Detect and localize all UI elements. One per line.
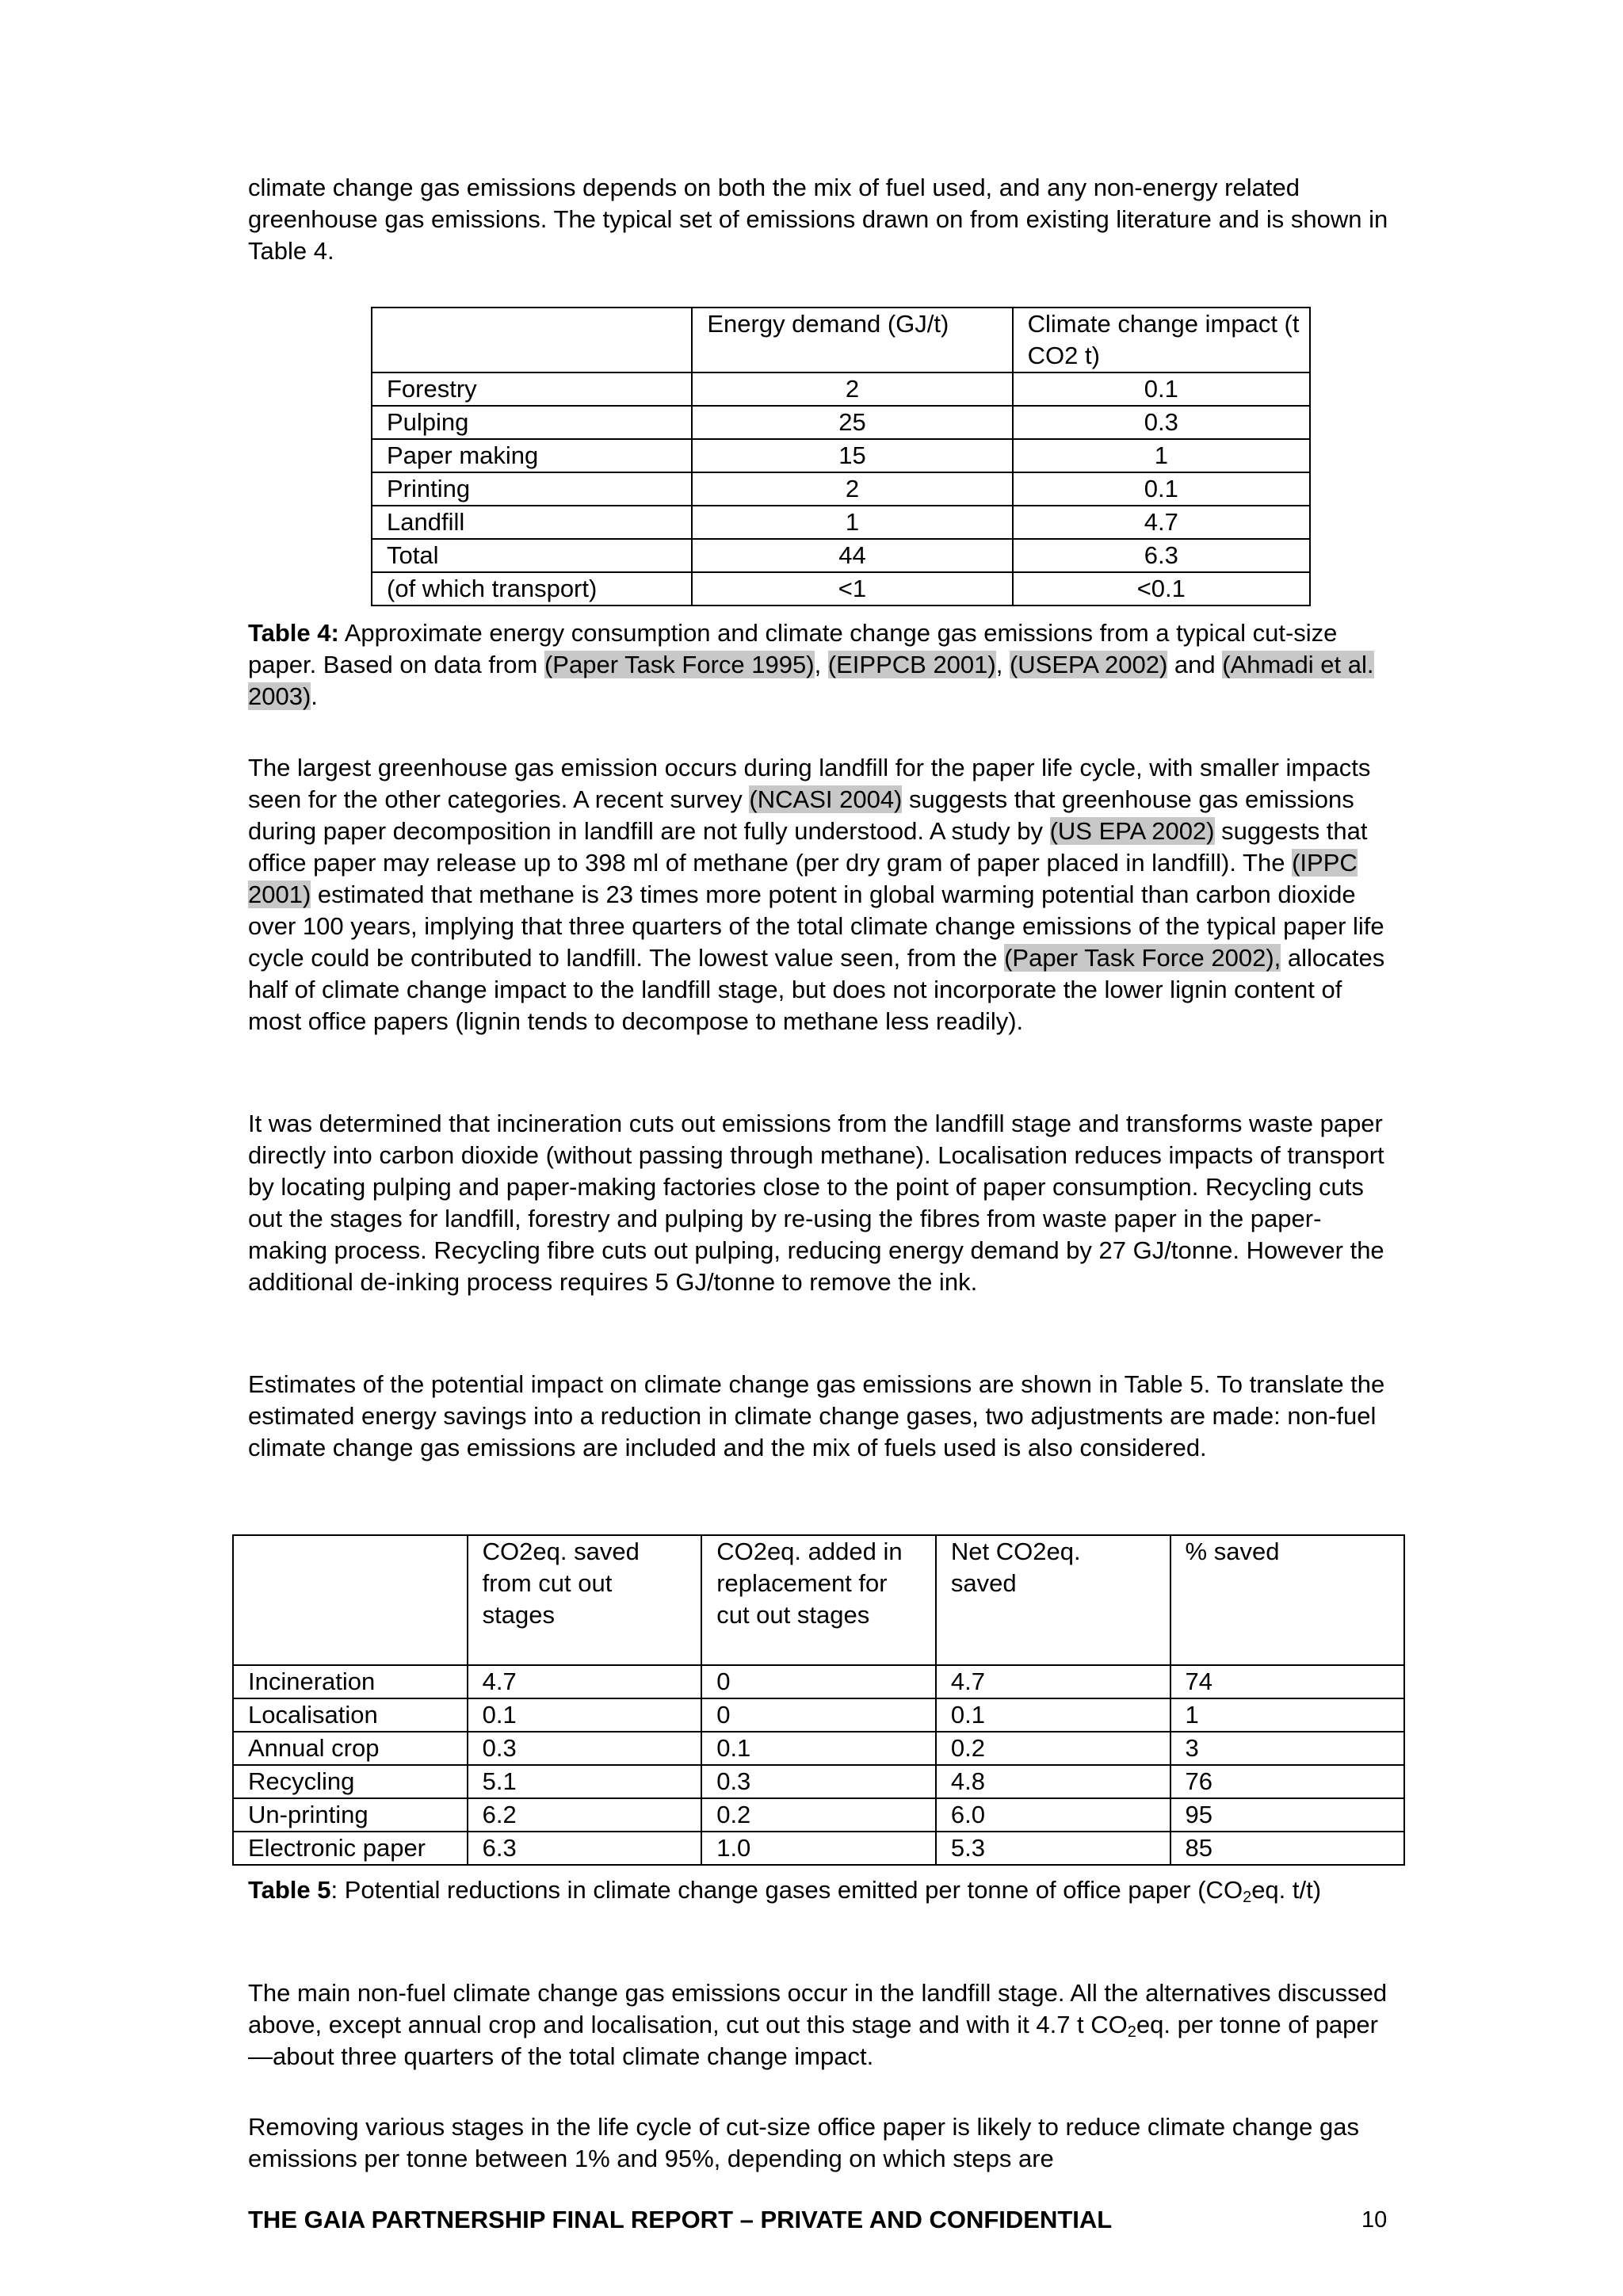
citation: (Paper Task Force 2002), [1004, 944, 1281, 972]
table-row [372, 572, 1310, 606]
paragraph-text: allocates half of climate change impact to the landfill stage, but does not incorporate the lower lignin content of most office papers (lignin tends to decompose to methane less readily). [248, 944, 1385, 1035]
nonfuel-paragraph [248, 1977, 1397, 2073]
table-cell: 0.2 [701, 1798, 936, 1832]
footer-title: THE GAIA PARTNERSHIP FINAL REPORT – PRIVATE AND CONFIDENTIAL [248, 2206, 1113, 2233]
table-cell: 5.3 [936, 1832, 1170, 1865]
table-cell: Electronic paper [233, 1832, 468, 1865]
table-row [372, 539, 1310, 572]
paragraph-text: The main non-fuel climate change gas emissions occur in the landfill stage. All the alternatives discussed above, except annual crop and localisation, cut out this stage and with it 4.7 t CO [248, 1979, 1388, 2038]
table-row [372, 506, 1310, 539]
table-cell: 15 [692, 439, 1012, 472]
table-5-header-cell: CO2eq. added in replacement for cut out stages [701, 1535, 936, 1665]
citation: (Paper Task Force 1995) [544, 651, 815, 678]
table-cell: Un-printing [233, 1798, 468, 1832]
table-cell: 2 [692, 372, 1012, 406]
table-4-header-cell: Climate change impact (t CO2 t) [1013, 308, 1310, 372]
table-4-header-row [372, 308, 1310, 372]
table-4-header-cell: Energy demand (GJ/t) [692, 308, 1012, 372]
table-cell: 0.3 [1013, 406, 1310, 439]
table-row [233, 1798, 1404, 1832]
table-cell: 3 [1170, 1732, 1404, 1765]
caption-text: eq. t/t) [1251, 1876, 1322, 1904]
table-cell: 6.3 [1013, 539, 1310, 572]
table-row [233, 1665, 1404, 1698]
table-5-header-cell [233, 1535, 468, 1665]
table-cell: 6.0 [936, 1798, 1170, 1832]
table-cell: 0.3 [468, 1732, 702, 1765]
table-cell: 95 [1170, 1798, 1404, 1832]
table-5 [232, 1534, 1405, 1866]
table-cell: Printing [372, 472, 692, 506]
subscript: 2 [1127, 2023, 1136, 2041]
table-4-caption [248, 617, 1397, 712]
table-5-header-cell: Net CO2eq. saved [936, 1535, 1170, 1665]
table-5-caption-label: Table 5 [248, 1876, 331, 1904]
page-number: 10 [1361, 2207, 1388, 2233]
table-cell: 0.1 [701, 1732, 936, 1765]
table-4-header-cell [372, 308, 692, 372]
table-row [372, 406, 1310, 439]
table-cell: 0.1 [1013, 472, 1310, 506]
table-4-caption-label: Table 4: [248, 619, 339, 647]
caption-text: . [311, 682, 318, 710]
caption-text: , [814, 651, 828, 678]
table-cell: 0 [701, 1665, 936, 1698]
paragraph-text: The largest greenhouse gas emission occurs during landfill for the paper life cycle, with smaller impacts seen for the other categories. A recent survey [248, 754, 1371, 813]
table-cell: 44 [692, 539, 1012, 572]
table-cell: Localisation [233, 1698, 468, 1732]
table-cell: 85 [1170, 1832, 1404, 1865]
table-cell: Annual crop [233, 1732, 468, 1765]
caption-text: , [995, 651, 1010, 678]
paragraph-text: suggests that greenhouse gas emissions during paper decomposition in landfill are not fully understood. A study by [248, 785, 1354, 845]
caption-text: Approximate energy consumption and climate change gas emissions from a typical cut-size paper. Based on data from [248, 619, 1338, 678]
table-cell: 1 [692, 506, 1012, 539]
table-4 [371, 307, 1311, 606]
table-cell: Forestry [372, 372, 692, 406]
table-row [233, 1765, 1404, 1798]
intro-paragraph: climate change gas emissions depends on both the mix of fuel used, and any non-energy related greenhouse gas emissions. The typical set of emissions drawn on from existing literature and is shown in Table 4. [248, 174, 1388, 265]
citation: (NCASI 2004) [749, 785, 903, 813]
table-cell: Total [372, 539, 692, 572]
table-5-caption [248, 1874, 1397, 1906]
table-cell: 1 [1013, 439, 1310, 472]
table-cell: Incineration [233, 1665, 468, 1698]
incineration-paragraph: It was determined that incineration cuts out emissions from the landfill stage and transforms waste paper directly into carbon dioxide (without passing through methane). Localisation reduces impacts of transport by locating pulping and paper-making factories close to the point of paper consumption. Recycling cuts out the stages for landfill, forestry and pulping by re-using the fibres from waste paper in the paper-making process. Recycling fibre cuts out pulping, reducing energy demand by 27 GJ/tonne. However the additional de-inking process requires 5 GJ/tonne to remove the ink. [248, 1110, 1384, 1296]
table-cell: 4.7 [936, 1665, 1170, 1698]
table-cell: 6.3 [468, 1832, 702, 1865]
table-cell: 25 [692, 406, 1012, 439]
table-row [233, 1698, 1404, 1732]
table-cell: 4.7 [468, 1665, 702, 1698]
table-cell: 1 [1170, 1698, 1404, 1732]
table-cell: 0.3 [701, 1765, 936, 1798]
table-row [372, 472, 1310, 506]
table-5-header-cell: CO2eq. saved from cut out stages [468, 1535, 702, 1665]
citation: (USEPA 2002) [1009, 651, 1168, 678]
removing-paragraph: Removing various stages in the life cycle of cut-size office paper is likely to reduce climate change gas emissions per tonne between 1% and 95%, depending on which steps are [248, 2113, 1360, 2172]
paragraph-text: suggests that office paper may release up to 398 ml of methane (per dry gram of paper placed in landfill). The [248, 817, 1368, 877]
citation: (US EPA 2002) [1049, 817, 1215, 845]
table-row [372, 439, 1310, 472]
table-cell: 6.2 [468, 1798, 702, 1832]
table-cell: Landfill [372, 506, 692, 539]
caption-text: : Potential reductions in climate change gases emitted per tonne of office paper (CO [330, 1876, 1243, 1904]
table-cell: 4.7 [1013, 506, 1310, 539]
table-cell: 76 [1170, 1765, 1404, 1798]
table-cell: 0.2 [936, 1732, 1170, 1765]
table-cell: Recycling [233, 1765, 468, 1798]
paragraph-text: eq. per tonne of paper—about three quarters of the total climate change impact. [248, 2011, 1378, 2070]
table-cell: 2 [692, 472, 1012, 506]
table-cell: 0.1 [1013, 372, 1310, 406]
table-cell: Paper making [372, 439, 692, 472]
table-cell: 5.1 [468, 1765, 702, 1798]
citation: (EIPPCB 2001) [827, 651, 996, 678]
table-5-header-cell: % saved [1170, 1535, 1404, 1665]
landfill-paragraph [248, 752, 1397, 1037]
table-5-header-row [233, 1535, 1404, 1665]
table-cell: 4.8 [936, 1765, 1170, 1798]
table-row [233, 1832, 1404, 1865]
table-cell: Pulping [372, 406, 692, 439]
table-cell: 74 [1170, 1665, 1404, 1698]
citation: (IPPC 2001) [248, 849, 1358, 908]
table-cell: <0.1 [1013, 572, 1310, 606]
paragraph-text: estimated that methane is 23 times more potent in global warming potential than carbon dioxide over 100 years, implying that three quarters of the total climate change emissions of the typical paper life cycle could be contributed to landfill. The lowest value seen, from the [248, 881, 1384, 972]
table-row [233, 1732, 1404, 1765]
table-cell: <1 [692, 572, 1012, 606]
table-cell: 0.1 [468, 1698, 702, 1732]
subscript: 2 [1243, 1889, 1252, 1906]
citation: (Ahmadi et al. 2003) [248, 651, 1374, 710]
estimates-paragraph: Estimates of the potential impact on climate change gas emissions are shown in Table 5. To translate the estimated energy savings into a reduction in climate change gases, two adjustments are made: non-fuel climate change gas emissions are included and the mix of fuels used is also considered. [248, 1370, 1385, 1461]
table-row [372, 372, 1310, 406]
caption-text: and [1167, 651, 1223, 678]
table-cell: 0.1 [936, 1698, 1170, 1732]
table-cell: (of which transport) [372, 572, 692, 606]
table-cell: 0 [701, 1698, 936, 1732]
table-cell: 1.0 [701, 1832, 936, 1865]
